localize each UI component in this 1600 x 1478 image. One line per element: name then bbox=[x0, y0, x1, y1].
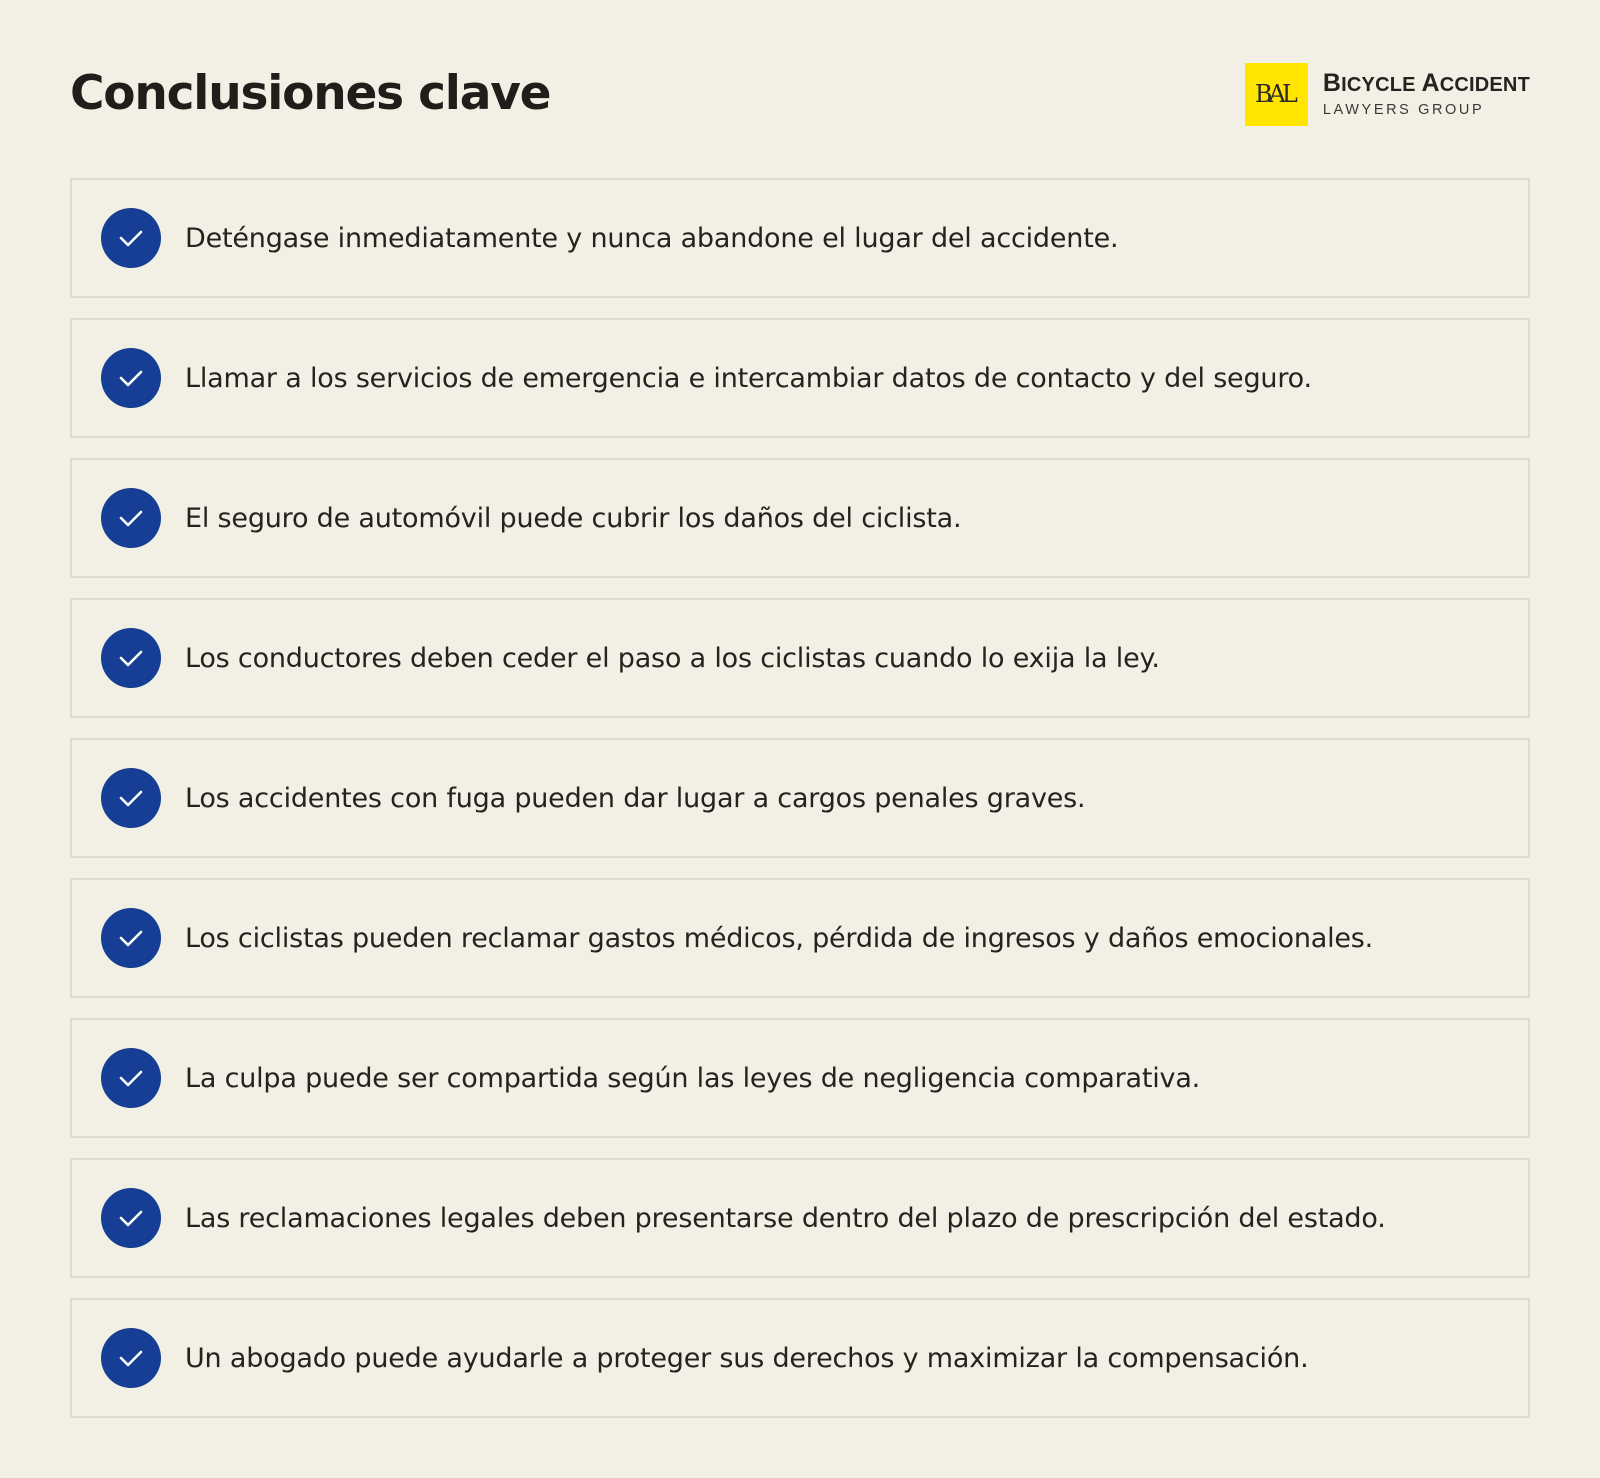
list-item bbox=[70, 1018, 1530, 1138]
list-item bbox=[70, 1298, 1530, 1418]
check-icon bbox=[101, 1188, 161, 1248]
list-item-text: Los accidentes con fuga pueden dar lugar a cargos penales graves. bbox=[185, 782, 1086, 814]
list-item-text: Un abogado puede ayudarle a proteger sus derechos y maximizar la compensación. bbox=[185, 1342, 1309, 1374]
header bbox=[70, 56, 1530, 136]
logo-tagline: LAWYERS GROUP bbox=[1322, 101, 1485, 118]
brand-logo[interactable] bbox=[1245, 62, 1530, 126]
list-item-text: Los ciclistas pueden reclamar gastos médicos, pérdida de ingresos y daños emocionales. bbox=[185, 922, 1374, 954]
check-icon bbox=[101, 348, 161, 408]
list-item bbox=[70, 178, 1530, 298]
logo-monogram: BAL bbox=[1254, 80, 1294, 108]
check-icon bbox=[101, 1328, 161, 1388]
list-item-text: La culpa puede ser compartida según las leyes de negligencia comparativa. bbox=[185, 1062, 1201, 1094]
list-item-text: Llamar a los servicios de emergencia e intercambiar datos de contacto y del seguro. bbox=[185, 362, 1312, 394]
check-icon bbox=[101, 488, 161, 548]
list-item bbox=[70, 458, 1530, 578]
check-icon bbox=[101, 628, 161, 688]
list-item bbox=[70, 318, 1530, 438]
logo-wordmark bbox=[1323, 69, 1530, 120]
list-item bbox=[70, 878, 1530, 998]
list-item-text: Las reclamaciones legales deben presentarse dentro del plazo de prescripción del estado. bbox=[185, 1202, 1386, 1234]
check-icon bbox=[101, 1048, 161, 1108]
list-item bbox=[70, 598, 1530, 718]
list-item bbox=[70, 1158, 1530, 1278]
list-item-text: El seguro de automóvil puede cubrir los daños del ciclista. bbox=[185, 502, 962, 534]
list-item-text: Deténgase inmediatamente y nunca abandone el lugar del accidente. bbox=[185, 222, 1119, 254]
page-title: Conclusiones clave bbox=[70, 66, 551, 121]
logo-mark bbox=[1245, 63, 1308, 126]
check-icon bbox=[101, 908, 161, 968]
check-icon bbox=[101, 768, 161, 828]
list-item-text: Los conductores deben ceder el paso a los ciclistas cuando lo exija la ley. bbox=[185, 642, 1160, 674]
check-icon bbox=[101, 208, 161, 268]
list-item bbox=[70, 738, 1530, 858]
logo-name: BICYCLE ACCIDENT bbox=[1322, 68, 1530, 97]
conclusions-list bbox=[70, 178, 1530, 1418]
